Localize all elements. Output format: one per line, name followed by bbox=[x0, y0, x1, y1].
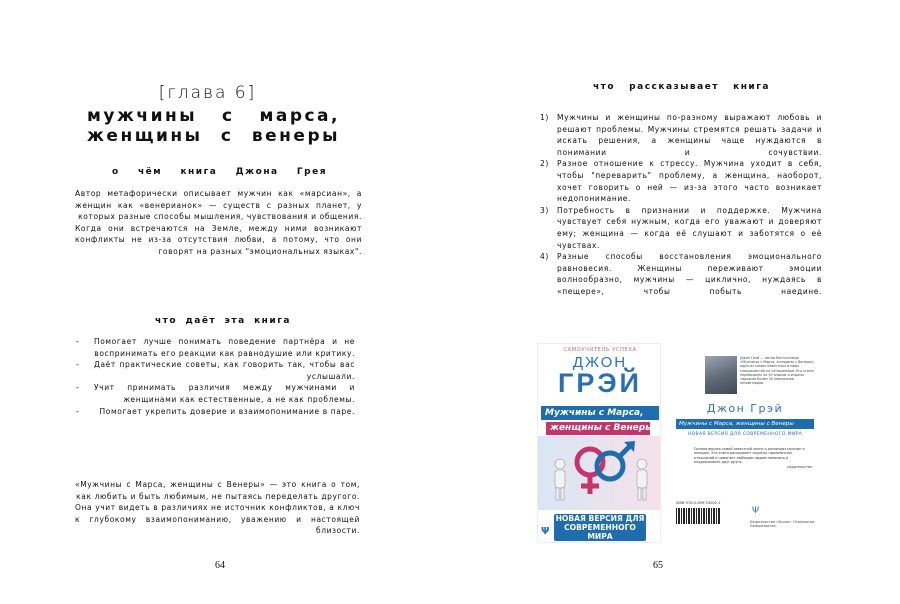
isbn: ISBN 978-5-699-93002-1 bbox=[676, 501, 721, 505]
about-text bbox=[75, 188, 362, 258]
item-text: Потребность в признании и поддержке. Мужчина чувствует себя нужным, когда его уважают и доверяют ему; женщина — когда её слушают и заботятся о её чувствах. bbox=[557, 205, 822, 250]
back-blurb bbox=[694, 447, 812, 469]
page-number-right: 65 bbox=[653, 560, 663, 571]
chapter-label: [глава 6] bbox=[158, 83, 257, 103]
title-line-1: мужчины с марса, bbox=[87, 106, 340, 126]
item-text: Разное отношение к стрессу. Мужчина уходит в себя, чтобы "переварить" проблему, а женщина, наоборот, хочет говорить о ней — из-за этого часто возникает недопонимание. bbox=[557, 159, 822, 204]
book-back-cover bbox=[672, 344, 818, 542]
gives-list bbox=[75, 336, 355, 417]
list-item bbox=[540, 112, 822, 158]
list-item: - Помогает укрепить доверие и взаимопонимание в паре. bbox=[75, 406, 355, 418]
item-number: 4) bbox=[540, 252, 549, 262]
item-number: 1) bbox=[540, 113, 549, 122]
cover-illustration bbox=[538, 436, 661, 510]
publisher-info: Издательство «Эксмо». Психология. Саморазвитие. bbox=[750, 520, 816, 529]
cover-title-line-2: женщины с Венеры bbox=[546, 422, 650, 435]
item-number: 3) bbox=[540, 205, 549, 215]
list-item bbox=[540, 158, 822, 204]
back-new-version: НОВАЯ ВЕРСИЯ ДЛЯ СОВРЕМЕННОГО МИРА bbox=[687, 432, 803, 437]
cover-title-line-1: Мужчины с Марса, bbox=[541, 406, 659, 420]
list-item: - Учит принимать различия между мужчинами и женщинами как естественные, а не как проблемы. bbox=[75, 382, 355, 405]
back-signature: издательство bbox=[787, 464, 812, 469]
list-item bbox=[540, 205, 822, 251]
list-item: - Помогает лучше понимать поведение партнёра и не воспринимать его реакции как равнодушие или критику. bbox=[75, 336, 355, 359]
cover-new-version-badge: НОВАЯ ВЕРСИЯ ДЛЯ СОВРЕМЕННОГО МИРА bbox=[555, 514, 645, 541]
barcode bbox=[676, 502, 720, 532]
page-number-left: 64 bbox=[215, 560, 225, 571]
author-bio: Джон Грэй — автор бестселлера «Мужчины с Марса, женщины с Венеры», один из самых известных в мире специалистов по отношениям. Его книги переведены на 50 языков и изданы тиражом более 50 миллионов экземпляров. bbox=[740, 356, 815, 386]
back-author: Джон Грэй bbox=[706, 402, 784, 415]
tells-heading: что рассказывает книга bbox=[593, 82, 770, 92]
cover-author-first: ДЖОН bbox=[572, 354, 628, 371]
closing-paragraph: «Мужчины с Марса, женщины с Венеры» — это книга о том, как любить и быть любимым, не пытаясь переделать другого. bbox=[75, 480, 360, 501]
item-text: Мужчины и женщины по-разному выражают любовь и решают проблемы. Мужчины стремятся решать задачи и искать решения, а женщины чаще нуждаются в понимании и сочувствии. bbox=[557, 113, 822, 157]
back-title-band: Мужчины с Марса, женщины с Венеры bbox=[676, 419, 814, 429]
publisher-logo-icon: Ψ bbox=[752, 506, 760, 516]
page-title bbox=[87, 106, 340, 146]
cover-series: САМОУЧИТЕЛЬ УСПЕХА bbox=[563, 347, 637, 353]
item-number: 2) bbox=[540, 159, 549, 169]
back-blurb-text: Полная версия самой известной книги о различиях мужчин и женщин. Эта книга раскрывает секреты гармоничных отношений и помогает любящим людям понимать и поддерживать друг друга. bbox=[694, 447, 805, 465]
about-paragraph: Когда они встречаются на Земле, между ними возникают конфликты не из-за отсутствия любви, а потому, что они говорят на разных "эмоциональных языках". bbox=[75, 223, 362, 256]
tells-list bbox=[540, 112, 822, 298]
closing-text bbox=[75, 479, 360, 537]
about-paragraph: Автор метафорически описывает мужчин как «марсиан», а женщин как «венерианок» — существ с разных планет, у которых разные способы мышления, чувствования и общения. bbox=[75, 189, 362, 222]
gives-heading: что даёт эта книга bbox=[155, 316, 291, 326]
about-heading: о чём книга Джона Грея bbox=[112, 167, 327, 177]
item-text: Разные способы восстановления эмоционального равновесия. Женщины переживают эмоции волнообразно, мужчины — циклично, нуждаясь в «пещере», чтобы побыть наедине. bbox=[557, 252, 822, 296]
book-front-cover bbox=[537, 343, 661, 543]
author-photo bbox=[705, 356, 737, 394]
title-line-2: женщины с венеры bbox=[87, 126, 340, 146]
closing-paragraph: Она учит видеть в различиях не источник конфликтов, а ключ к глубокому взаимопониманию, уважению и настоящей близости. bbox=[75, 503, 360, 536]
list-item bbox=[540, 251, 822, 297]
publisher-logo-icon: Ψ bbox=[541, 526, 550, 537]
cover-author-last: ГРЭЙ bbox=[558, 368, 642, 398]
list-item: - Даёт практические советы, как говорить так, чтобы вас услышали. bbox=[75, 359, 355, 382]
